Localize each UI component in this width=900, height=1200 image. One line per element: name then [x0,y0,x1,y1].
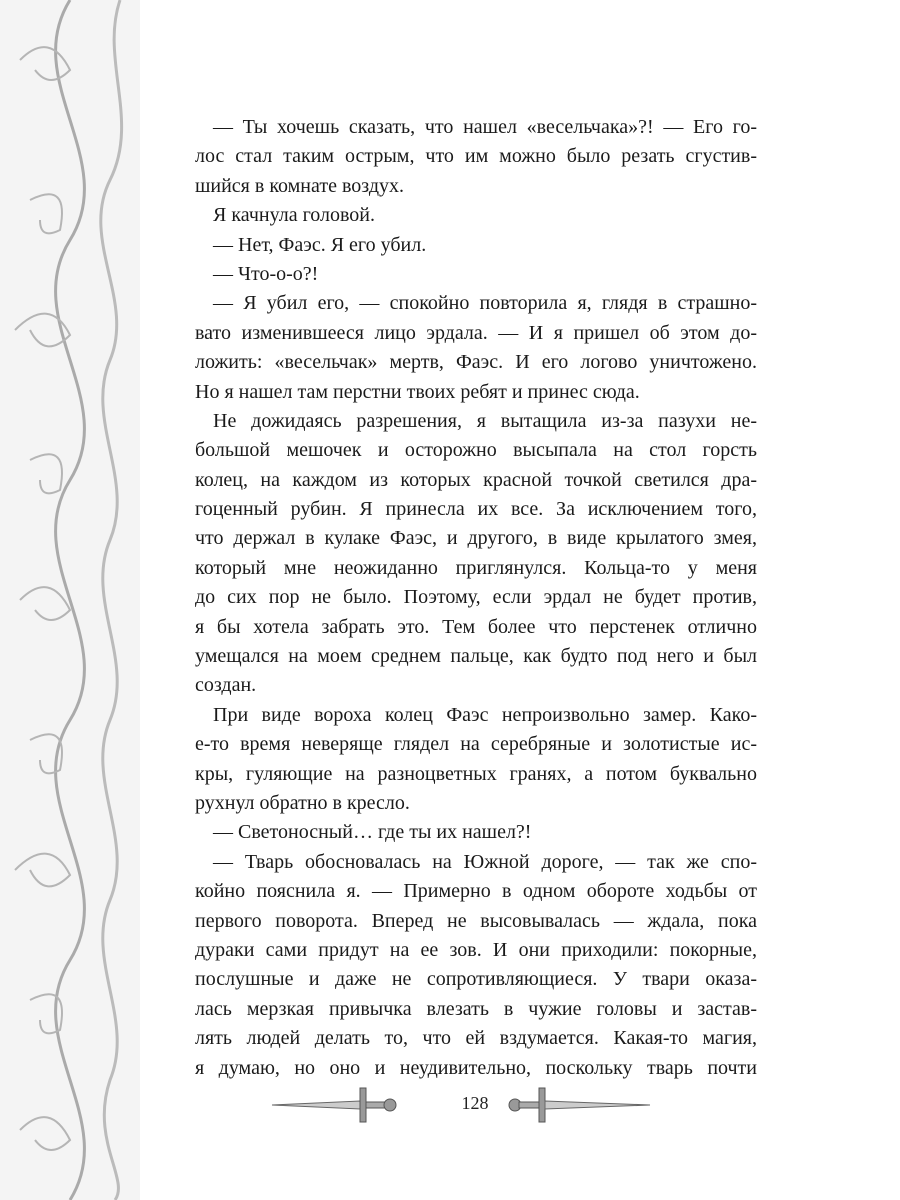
text-line: создан. [195,674,257,697]
text-line: послушные и даже не сопротивляющиеся. У твари оказа- [195,968,757,991]
text-line: шийся в комнате воздух. [195,174,405,197]
text-line: лась мерзкая привычка влезать в чужие головы и застав- [195,997,757,1020]
sword-right-icon [505,1085,655,1125]
text-line: я бы хотела забрать это. Тем более что перстенек отлично [195,615,757,638]
text-line: — Что-о-о?! [213,262,319,285]
text-line: — Светоносный… где ты их нашел?! [213,821,532,844]
text-line: что держал в кулаке Фаэс, и другого, в виде крылатого змея, [195,527,757,550]
body-text [195,113,757,1083]
text-line: рухнул обратно в кресло. [195,791,410,814]
text-line: умещался на моем среднем пальце, как будто под него и был [195,645,757,668]
text-line: лос стал таким острым, что им можно было резать сгустив- [195,145,757,168]
decorative-border-ornament [0,0,140,1200]
text-line: Но я нашел там перстни твоих ребят и принес сюда. [195,380,640,403]
text-line: кры, гуляющие на разноцветных гранях, а потом буквально [195,762,757,785]
text-line: Я качнула головой. [213,204,376,227]
text-line: — Нет, Фаэс. Я его убил. [213,233,427,256]
text-line: е-то время неверяще глядел на серебряные и золотистые ис- [195,733,757,756]
text-line: Не дожидаясь разрешения, я вытащила из-за пазухи не- [213,409,757,432]
sword-left-icon [270,1085,400,1125]
text-line: первого поворота. Вперед не высовывалась — ждала, пока [195,909,757,932]
text-line: дураки сами придут на ее зов. И они приходили: покорные, [195,938,757,961]
text-line: до сих пор не было. Поэтому, если эрдал не будет против, [195,586,757,609]
text-line: вато изменившееся лицо эрдала. — И я пришел об этом до- [195,321,757,344]
text-line: — Я убил его, — спокойно повторила я, глядя в страшно- [213,292,757,315]
text-line: лять людей делать то, что ей вздумается. Какая-то магия, [195,1027,757,1050]
text-line: — Ты хочешь сказать, что нашел «весельчака»?! — Его го- [213,116,757,138]
text-line: гоценный рубин. Я принесла их все. За исключением того, [195,498,757,521]
text-line: большой мешочек и осторожно высыпала на стол горсть [195,439,757,462]
text-line: койно пояснила я. — Примерно в одном обороте ходьбы от [195,880,757,903]
text-line: — Тварь обосновалась на Южной дороге, — так же спо- [213,850,757,873]
page-number: 128 [461,1093,489,1113]
text-line: я думаю, но оно и неудивительно, поскольку тварь почти [195,1056,757,1079]
page-footer [270,1085,670,1125]
text-line: который мне неожиданно приглянулся. Кольца-то у меня [195,556,757,579]
text-line: колец, на каждом из которых красной точкой светился дра- [195,468,757,491]
text-line: При виде вороха колец Фаэс непроизвольно замер. Како- [213,703,757,726]
text-line: ложить: «весельчак» мертв, Фаэс. И его логово уничтожено. [195,351,757,374]
